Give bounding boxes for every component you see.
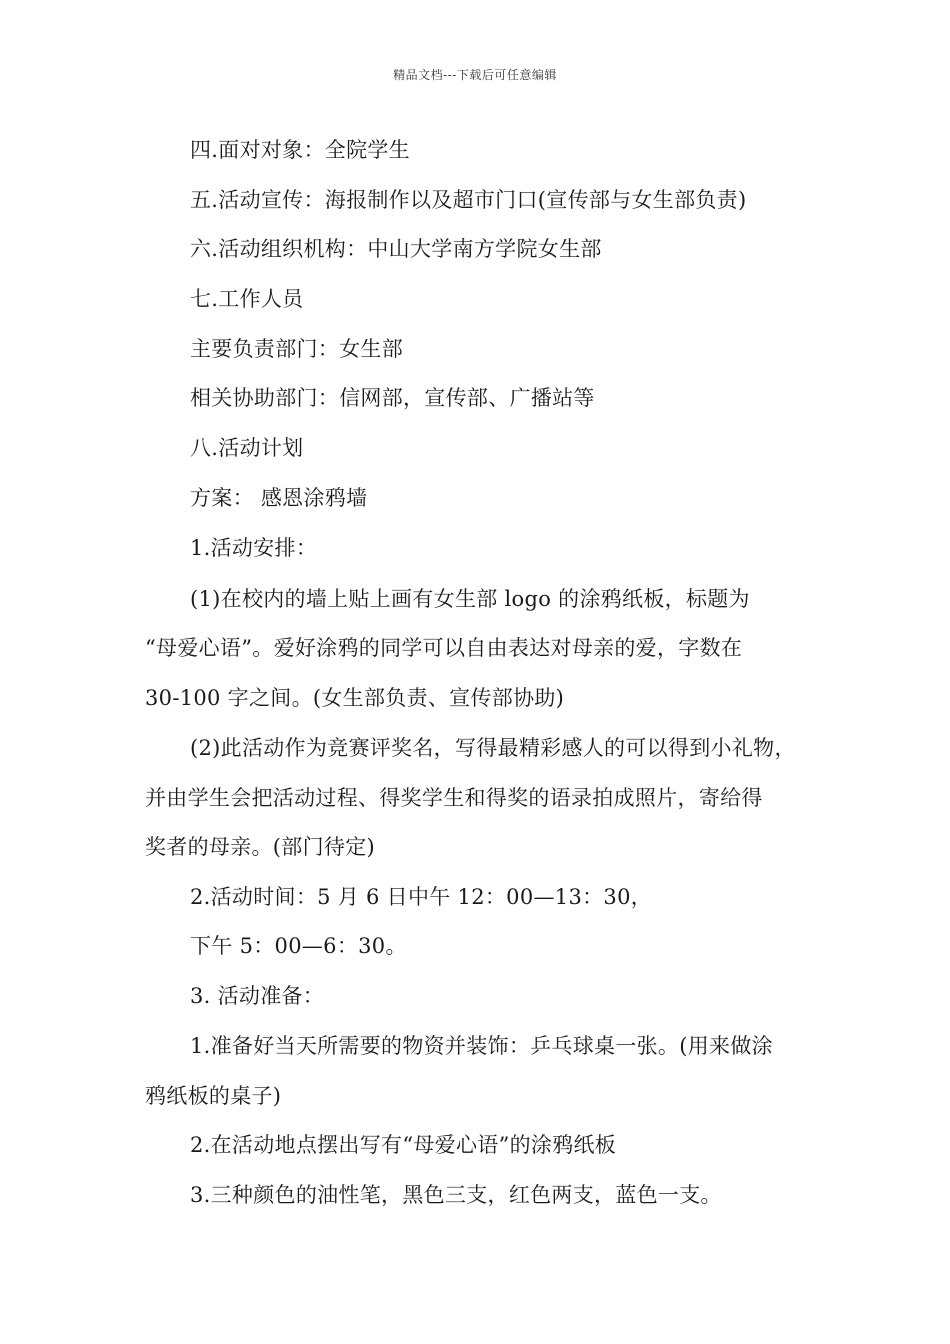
section-line-publicity: 五.活动宣传：海报制作以及超市门口(宣传部与女生部负责) (190, 188, 747, 212)
section-line-plan: 八.活动计划 (190, 436, 304, 460)
paragraph-line: 并由学生会把活动过程、得奖学生和得奖的语录拍成照片，寄给得 (145, 786, 763, 810)
paragraph-line: (1)在校内的墙上贴上画有女生部 logo 的涂鸦纸板，标题为 (190, 587, 750, 611)
section-line-time: 2.活动时间：5 月 6 日中午 12：00—13：30， (190, 885, 653, 909)
paragraph-line: “母爱心语”。爱好涂鸦的同学可以自由表达对母亲的爱，字数在 (145, 636, 743, 660)
section-line-staff: 七.工作人员 (190, 287, 304, 311)
paragraph-line: 鸦纸板的桌子) (145, 1084, 282, 1108)
paragraph-line: 3.三种颜色的油性笔，黑色三支，红色两支，蓝色一支。 (190, 1183, 722, 1207)
paragraph-line: 1.准备好当天所需要的物资并装饰：乒乓球桌一张。(用来做涂 (190, 1034, 773, 1058)
section-line-main-dept: 主要负责部门：女生部 (190, 337, 403, 361)
section-line-organizer: 六.活动组织机构：中山大学南方学院女生部 (190, 237, 602, 261)
section-line-audience: 四.面对对象：全院学生 (190, 138, 410, 162)
paragraph-line: 2.在活动地点摆出写有“母爱心语”的涂鸦纸板 (190, 1133, 617, 1157)
section-line-time-afternoon: 下午 5：00—6：30。 (190, 934, 407, 958)
section-line-scheme: 方案： 感恩涂鸦墙 (190, 486, 368, 510)
page-header: 精品文档---下载后可任意编辑 (393, 68, 557, 82)
paragraph-line: 30-100 字之间。(女生部负责、宣传部协助) (145, 686, 565, 710)
section-line-assist-dept: 相关协助部门：信网部，宣传部、广播站等 (190, 386, 595, 410)
section-line-arrangement: 1.活动安排： (190, 536, 318, 560)
section-line-preparation: 3. 活动准备： (190, 984, 325, 1008)
paragraph-line: 奖者的母亲。(部门待定) (145, 835, 375, 859)
paragraph-line: (2)此活动作为竞赛评奖名，写得最精彩感人的可以得到小礼物， (190, 736, 796, 760)
